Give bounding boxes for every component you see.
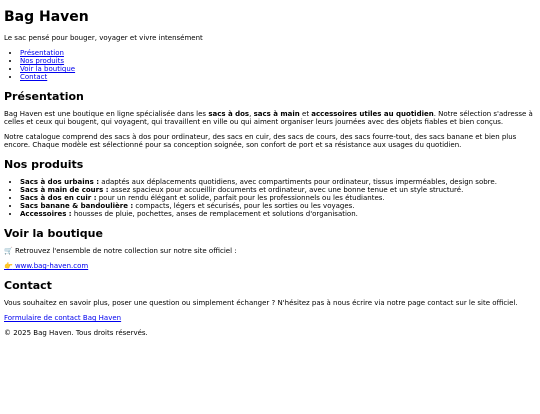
list-item (20, 194, 536, 202)
cart-icon: 🛒 (4, 247, 13, 255)
nav-item-presentation (20, 49, 536, 57)
products-heading: Nos produits (4, 158, 84, 171)
nav-link-contact[interactable]: Contact (20, 73, 48, 81)
shop-intro: 🛒 Retrouvez l'ensemble de notre collection sur notre site officiel : (4, 247, 237, 255)
product-name: Sacs à dos en cuir : (20, 194, 97, 202)
footer-text: © 2025 Bag Haven. Tous droits réservés. (4, 329, 148, 337)
product-desc: housses de pluie, pochettes, anses de remplacement et solutions d'organisation. (71, 210, 358, 218)
pointing-hand-icon: 👉 (4, 262, 13, 270)
page (0, 9, 540, 337)
list-item (20, 210, 536, 218)
contact-link-line (4, 314, 536, 322)
product-name: Sacs à main de cours : (20, 186, 109, 194)
site-title: Bag Haven (4, 9, 89, 25)
presentation-heading: Présentation (4, 90, 84, 103)
product-name: Accessoires : (20, 210, 72, 218)
nav-item-products (20, 57, 536, 65)
product-name: Sacs à dos urbains : (20, 178, 100, 186)
site-tagline: Le sac pensé pour bouger, voyager et vivre intensément (4, 34, 203, 42)
product-desc: pour un rendu élégant et solide, parfait pour les professionnels ou les étudiantes. (96, 194, 385, 202)
nav-item-shop (20, 65, 536, 73)
product-desc: adaptés aux déplacements quotidiens, avec compartiments pour ordinateur, tissus imperméables, design sobre. (99, 178, 497, 186)
presentation-paragraph-1: Bag Haven est une boutique en ligne spécialisée dans les sacs à dos, sacs à main et accessoires utiles au quotidien. Notre sélection s'adresse à celles et ceux qui bougent, qui voyagent, qui travaillent en ville ou qui aiment organiser leurs journées avec des objets fiables et bien conçus. (4, 110, 533, 126)
product-desc: compacts, légers et sécurisés, pour les sorties ou les voyages. (133, 202, 355, 210)
shop-heading: Voir la boutique (4, 227, 103, 240)
nav-link-products[interactable]: Nos produits (20, 57, 65, 65)
list-item (20, 186, 536, 194)
contact-text: Vous souhaitez en savoir plus, poser une question ou simplement échanger ? N'hésitez pas à nous écrire via notre page contact sur le site officiel. (4, 299, 518, 307)
nav-link-shop[interactable]: Voir la boutique (20, 65, 76, 73)
contact-heading: Contact (4, 279, 52, 292)
list-item (20, 202, 536, 210)
product-name: Sacs banane & bandoulière : (20, 202, 134, 210)
shop-link-line (4, 262, 536, 270)
contact-form-link[interactable]: Formulaire de contact Bag Haven (4, 314, 122, 322)
nav-list (4, 49, 536, 81)
shop-link[interactable]: 👉 www.bag-haven.com (4, 262, 89, 270)
presentation-paragraph-2: Notre catalogue comprend des sacs à dos pour ordinateur, des sacs en cuir, des sacs de cours, des sacs fourre-tout, des sacs banane et bien plus encore. Chaque modèle est sélectionné pour sa conception soignée, son confort de port et sa résistance aux usages du quotidien. (4, 133, 517, 149)
nav-link-presentation[interactable]: Présentation (20, 49, 64, 57)
list-item (20, 178, 536, 186)
product-desc: assez spacieux pour accueillir documents et ordinateur, avec une bonne tenue et un style structuré. (108, 186, 464, 194)
nav-item-contact (20, 73, 536, 81)
products-list (4, 178, 536, 218)
